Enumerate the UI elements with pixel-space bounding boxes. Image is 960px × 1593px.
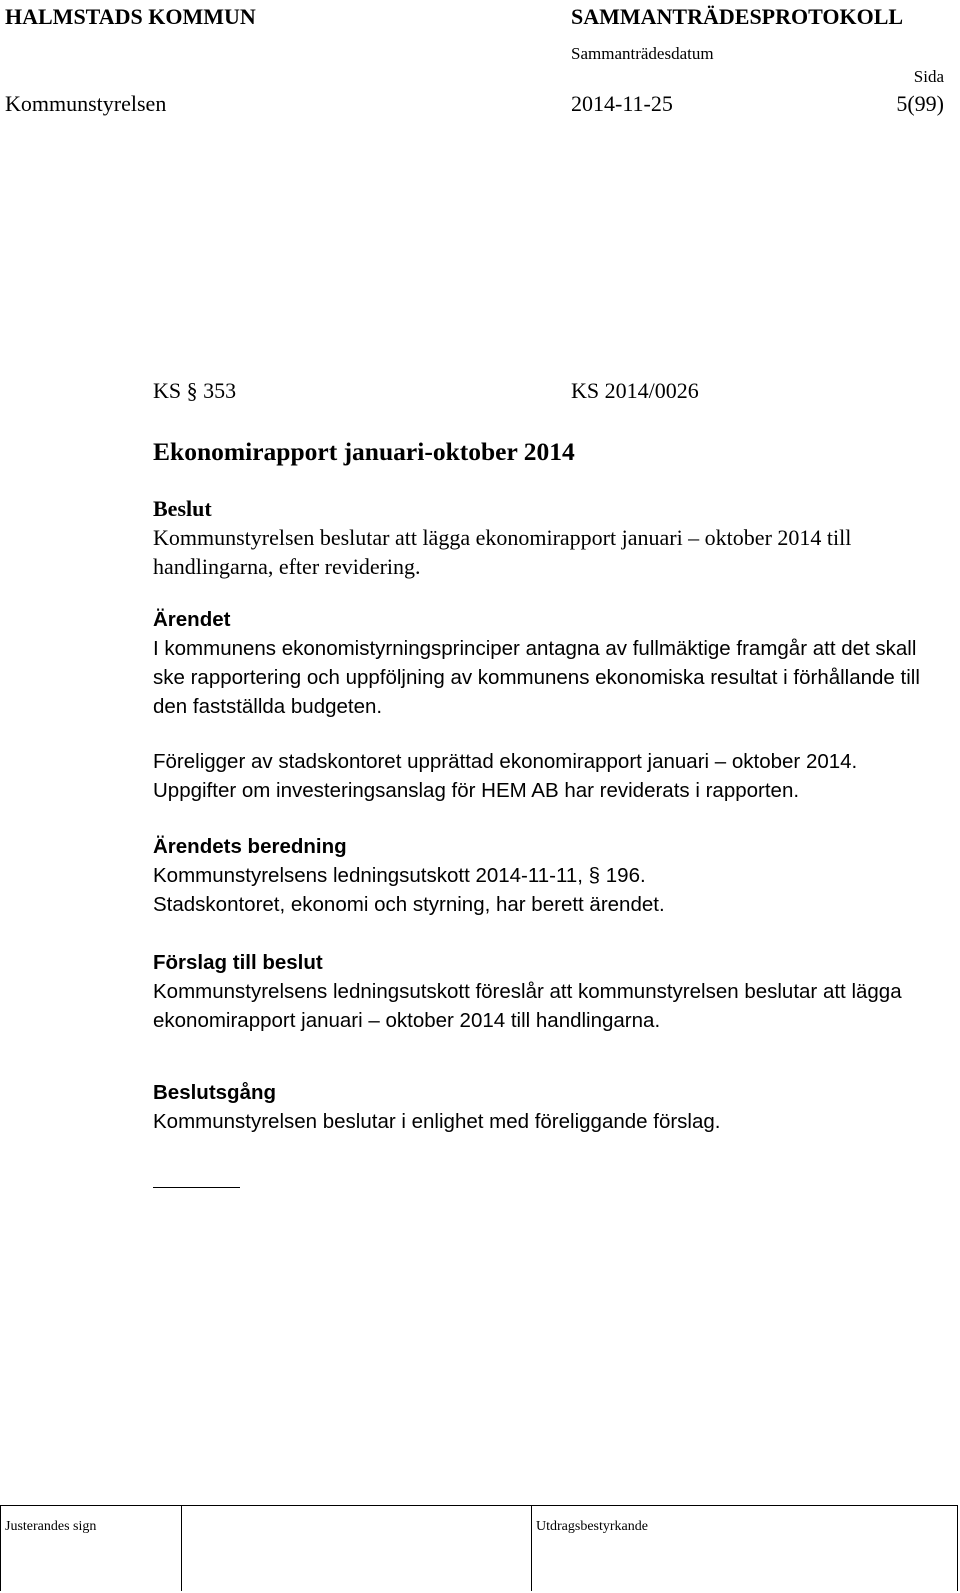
organization-name: HALMSTADS KOMMUN <box>5 4 256 29</box>
footer-divider <box>0 1505 1 1591</box>
meeting-date: 2014-11-25 <box>571 91 673 116</box>
case-paragraph: KS § 353 <box>153 378 237 403</box>
section-beslutsgang <box>153 1078 953 1136</box>
page-number: 5(99) <box>896 91 944 116</box>
committee-name: Kommunstyrelsen <box>5 91 167 116</box>
section-arendet-2 <box>153 747 953 805</box>
section-arendet <box>153 605 953 721</box>
utdragsbestyrkande-label: Utdragsbestyrkande <box>536 1519 648 1534</box>
signature-footer <box>0 1505 958 1591</box>
section-beredning <box>153 832 953 919</box>
end-rule <box>153 1187 240 1188</box>
document-type: SAMMANTRÄDESPROTOKOLL <box>571 4 904 29</box>
justerandes-sign-label: Justerandes sign <box>5 1519 97 1534</box>
footer-divider <box>531 1505 532 1591</box>
footer-divider <box>957 1505 958 1591</box>
beslutsgang-heading: Beslutsgång <box>153 1081 277 1104</box>
diary-number: KS 2014/0026 <box>571 378 699 403</box>
forslag-heading: Förslag till beslut <box>153 951 323 974</box>
beredning-line-1: Kommunstyrelsens ledningsutskott 2014-11-11, § 196. <box>153 864 646 887</box>
beslut-heading: Beslut <box>153 496 212 521</box>
section-forslag <box>153 948 953 1035</box>
arendet-heading: Ärendet <box>153 608 231 631</box>
beslut-text: Kommunstyrelsen beslutar att lägga ekonomirapport januari – oktober 2014 till handlingarna, efter revidering. <box>153 525 852 579</box>
arendet-text: I kommunens ekonomistyrningsprinciper antagna av fullmäktige framgår att det skall ske rapportering och uppföljning av kommunens ekonomiska resultat i förhållande till den fastställda budgeten. <box>153 637 920 718</box>
beredning-line-2: Stadskontoret, ekonomi och styrning, har berett ärendet. <box>153 893 665 916</box>
footer-top-rule <box>0 1505 958 1506</box>
footer-divider <box>181 1505 182 1591</box>
arendet-text-2a: Föreligger av stadskontoret upprättad ekonomirapport januari – oktober 2014. <box>153 750 858 773</box>
page-title: Ekonomirapport januari-oktober 2014 <box>153 437 575 466</box>
page-label: Sida <box>913 67 944 86</box>
beslutsgang-text: Kommunstyrelsen beslutar i enlighet med föreliggande förslag. <box>153 1110 721 1133</box>
forslag-text: Kommunstyrelsens ledningsutskott föreslår att kommunstyrelsen beslutar att lägga ekonomirapport januari – oktober 2014 till handlingarna. <box>153 980 902 1032</box>
arendet-text-2b: Uppgifter om investeringsanslag för HEM AB har reviderats i rapporten. <box>153 779 800 802</box>
section-beslut <box>153 494 953 581</box>
date-label: Sammanträdesdatum <box>571 44 714 63</box>
beredning-heading: Ärendets beredning <box>153 835 347 858</box>
